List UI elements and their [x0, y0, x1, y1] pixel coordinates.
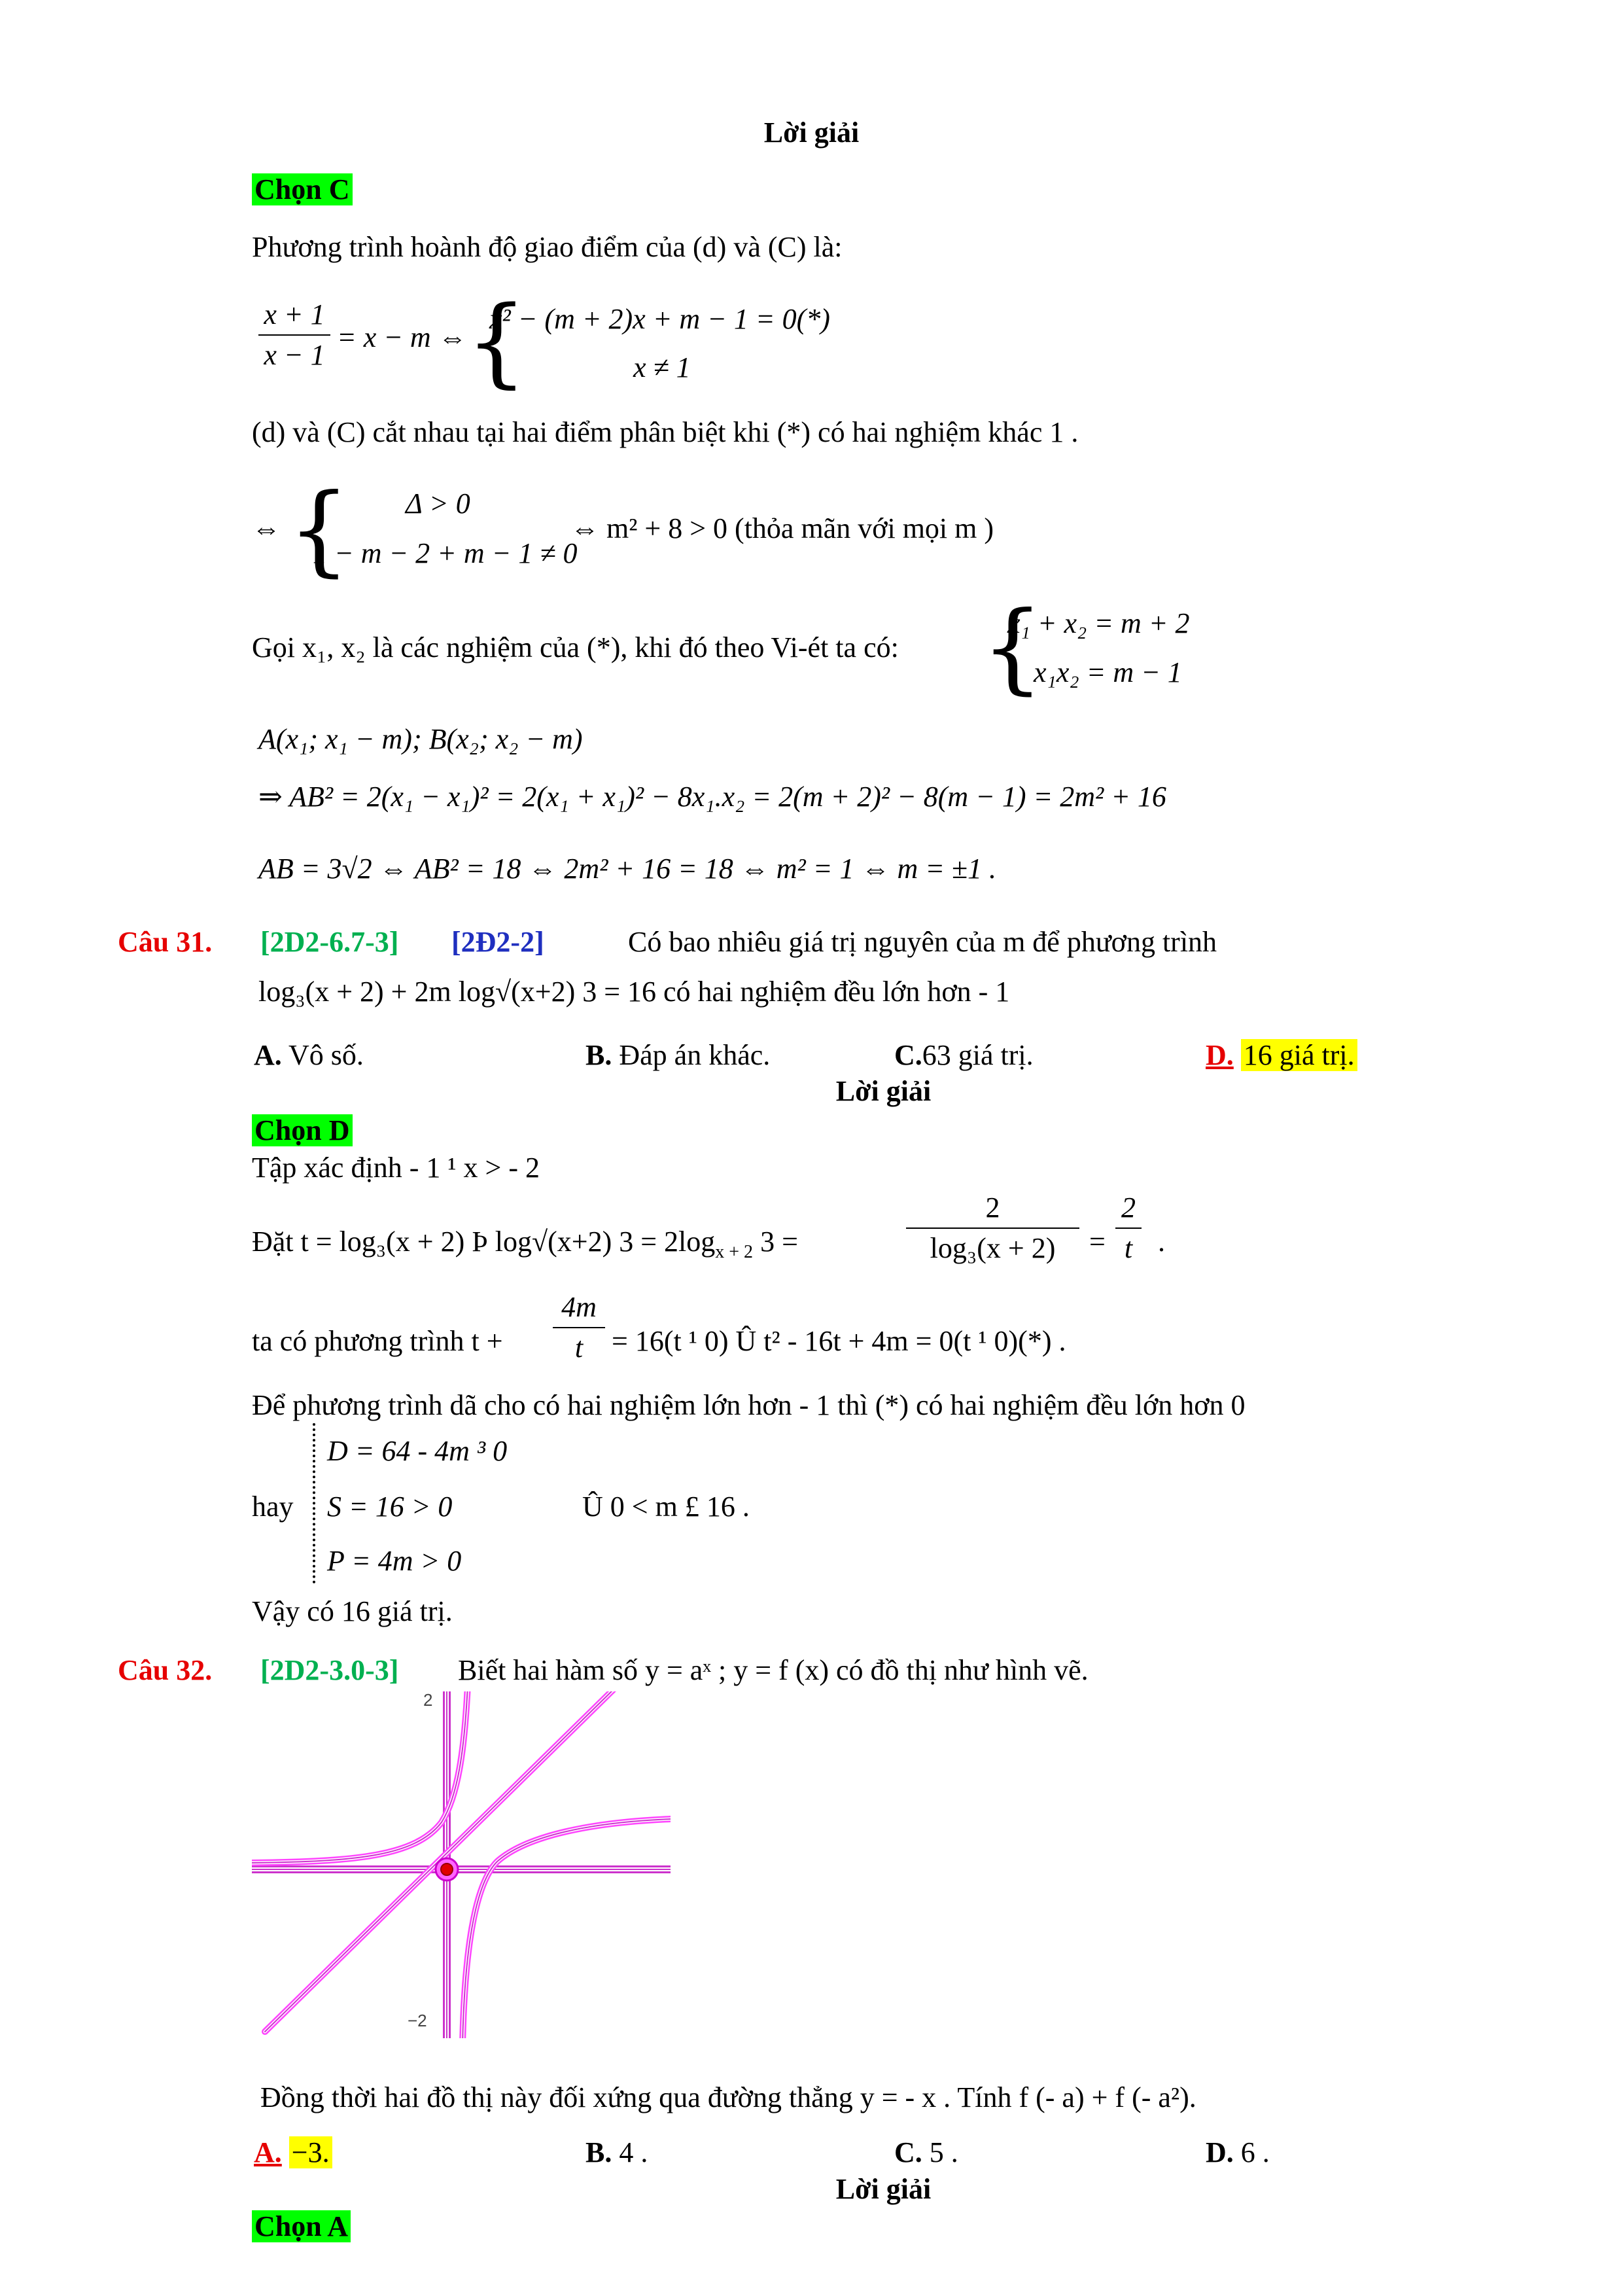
- question-text: Đồng thời hai đồ thị này đối xứng qua đường thẳng y = - x . Tính f (- a) + f (- a²).: [260, 2081, 1196, 2113]
- question-tag: [2D2-3.0-3]: [260, 1654, 399, 1686]
- period: .: [1158, 1226, 1165, 1258]
- solution-title: Lời giải: [835, 1075, 932, 1107]
- equation-mid: = x − m ⇔: [337, 321, 467, 353]
- ab-squared-line: ⇒ AB² = 2(x₁ − x₁)² = 2(x₁ + x₁)² − 8x₁.x₂ = 2(m + 2)² − 8(m − 1) = 2m² + 16: [258, 781, 1166, 813]
- hay-label: hay: [252, 1491, 294, 1523]
- y-tick-label: −2: [408, 2011, 427, 2030]
- system-line: 1 − m − 2 + m − 1 ≠ 0: [313, 537, 578, 569]
- system-line: Δ > 0: [406, 487, 470, 520]
- option-b: B. 4 .: [585, 2136, 648, 2168]
- vieta-line: Gọi x₁, x₂ là các nghiệm của (*), khi đó theo Vi-ét ta có:: [252, 631, 899, 663]
- option-c: C. 5 .: [894, 2136, 958, 2168]
- solution-line: ta có phương trình t +: [252, 1325, 503, 1357]
- brace-icon: {: [288, 473, 351, 587]
- system-line: x₁ + x₂ = m + 2: [1007, 607, 1190, 639]
- option-d: D. 6 .: [1206, 2136, 1270, 2168]
- solution-line: = 16(t ¹ 0) Û t² - 16t + 4m = 0(t ¹ 0)(*) .: [612, 1325, 1066, 1357]
- fraction: x + 1 x − 1: [258, 298, 330, 372]
- question-31: Câu 31.: [118, 926, 213, 958]
- function-graph: [252, 1691, 671, 2038]
- option-d: D. 16 giá trị.: [1206, 1037, 1357, 1074]
- condition-line: (d) và (C) cắt nhau tại hai điểm phân biệt khi (*) có hai nghiệm khác 1 .: [252, 416, 1079, 448]
- question-tag: [2Đ2-2]: [451, 926, 544, 958]
- system-line: S = 16 > 0: [327, 1491, 453, 1523]
- ab-final-line: AB = 3√2 ⇔ AB² = 18 ⇔ 2m² + 16 = 18 ⇔ m² = 1 ⇔ m = ±1 .: [258, 853, 997, 885]
- condition-result: ⇔ m² + 8 > 0 (thỏa mãn với mọi m ): [570, 512, 994, 544]
- system-line: x₁x₂ = m − 1: [1034, 656, 1182, 688]
- solution-line: Đặt t = log₃(x + 2) Þ log√(x+2) $3 = 2\log_{x + 2}$ 3 =: [252, 1226, 798, 1262]
- fraction: 2 t: [1115, 1191, 1142, 1265]
- solution-title: Lời giải: [835, 2173, 932, 2205]
- y-tick-label: 2: [423, 1691, 433, 1710]
- option-a: A. Vô số.: [254, 1039, 364, 1071]
- curve-f: [462, 1819, 671, 2038]
- equiv-symbol: ⇔: [252, 512, 281, 544]
- answer-choice: Chọn D: [252, 1112, 353, 1149]
- option-c: C.63 giá trị.: [894, 1039, 1034, 1071]
- answer-choice: Chọn C: [252, 171, 353, 208]
- system-line: x² − (m + 2)x + m − 1 = 0(*): [489, 303, 830, 335]
- intro-line: Phương trình hoành độ giao điểm của (d) và (C) là:: [252, 231, 843, 263]
- question-text: Biết hai hàm số y = aˣ ; y = f (x) có đồ thị như hình vẽ.: [458, 1654, 1089, 1686]
- curve-exponential: [252, 1691, 468, 1863]
- brace-icon: {: [466, 285, 528, 398]
- solution-line: Tập xác định - 1 ¹ x > - 2: [252, 1152, 540, 1184]
- question-tag: [2D2-6.7-3]: [260, 926, 399, 958]
- solution-title: Lời giải: [763, 116, 860, 149]
- system-line: D = 64 - 4m ³ 0: [327, 1435, 508, 1467]
- option-a: A. −3.: [254, 2134, 332, 2171]
- system-result: Û 0 < m £ 16 .: [582, 1491, 750, 1523]
- system-line: P = 4m > 0: [327, 1545, 462, 1577]
- fraction: 4m t: [553, 1290, 605, 1365]
- system-line: x ≠ 1: [633, 351, 691, 383]
- points-line: A(x₁; x₁ − m); B(x₂; x₂ − m): [258, 723, 583, 755]
- question-text: log₃(x + 2) + 2m log√(x+2) 3 = 16 có hai nghiệm đều lớn hơn - 1: [258, 976, 1010, 1008]
- solution-line: Để phương trình dã cho có hai nghiệm lớn hơn - 1 thì (*) có hai nghiệm đều lớn hơn 0: [252, 1389, 1246, 1421]
- equals-sign: =: [1089, 1226, 1106, 1258]
- answer-choice: Chọn A: [252, 2208, 351, 2245]
- fraction: 2 log₃(x + 2): [906, 1191, 1079, 1265]
- brace-icon: {: [981, 591, 1044, 705]
- conclusion-line: Vậy có 16 giá trị.: [252, 1595, 453, 1627]
- question-32: Câu 32.: [118, 1654, 213, 1686]
- option-b: B. Đáp án khác.: [585, 1039, 771, 1071]
- question-text: Có bao nhiêu giá trị nguyên của m để phương trình: [628, 926, 1217, 958]
- brace-icon: [313, 1423, 319, 1583]
